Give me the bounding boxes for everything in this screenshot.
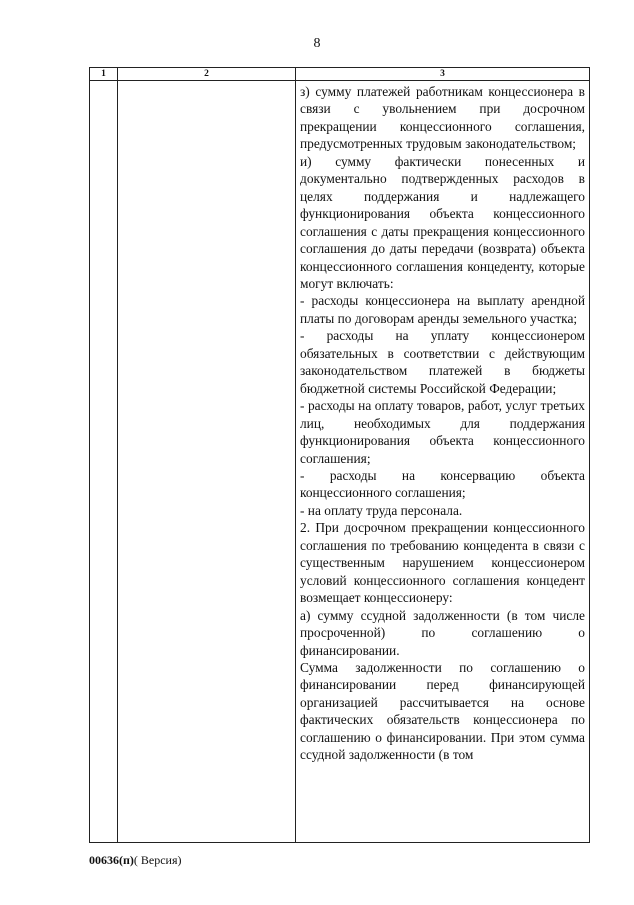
paragraph: и) сумму фактически понесенных и документально подтвержденных расходов в целях поддержания и надлежащего функционирования объекта концессионного соглашения с даты прекращения концессионного соглашения до даты передачи (возврата) объекта концессионного соглашения концеденту, которые могут включать: [300,153,585,291]
column-divider-1 [117,68,118,842]
document-version: ( Версия) [133,853,182,867]
paragraph: з) сумму платежей работникам концессионера в связи с увольнением при досрочном прекращении концессионного соглашения, предусмотренных трудовым законодательством; [300,84,585,152]
table-header-row [90,68,589,81]
paragraph: а) сумму ссудной задолженности (в том числе просроченной) по соглашению о финансировании. [300,607,585,658]
paragraph: - расходы на консервацию объекта концессионного соглашения; [300,467,585,501]
column-divider-2 [295,68,296,842]
document-code [89,853,182,868]
document-code-number: 00636(п) [89,853,134,867]
paragraph: - расходы на уплату концессионером обязательных в соответствии с действующим законодательством платежей в бюджеты бюджетной системы Российской Федерации; [300,328,585,396]
column-3-text [297,81,588,764]
paragraph: - на оплату труда персонала. [300,502,463,518]
header-col-3: 3 [440,69,445,79]
header-col-1: 1 [101,69,106,79]
header-col-2: 2 [204,69,209,79]
paragraph: - расходы концессионера на выплату арендной платы по договорам аренды земельного участка; [300,293,585,326]
document-table [89,67,590,843]
paragraph: Сумма задолженности по соглашению о финансировании перед финансирующей организацией рассчитывается на основе фактических обязательств концессионера по соглашению о финансировании. При этом сумма ссудной задолженности (в том [300,659,585,763]
paragraph: 2. При досрочном прекращении концессионного соглашения по требованию концедента в связи с существенным нарушением концессионером условий концессионного соглашения концедент возмещает концессионеру: [300,520,585,606]
paragraph: - расходы на оплату товаров, работ, услуг третьих лиц, необходимых для поддержания функционирования объекта концессионного соглашения; [300,398,585,466]
page-number: 8 [313,36,321,51]
